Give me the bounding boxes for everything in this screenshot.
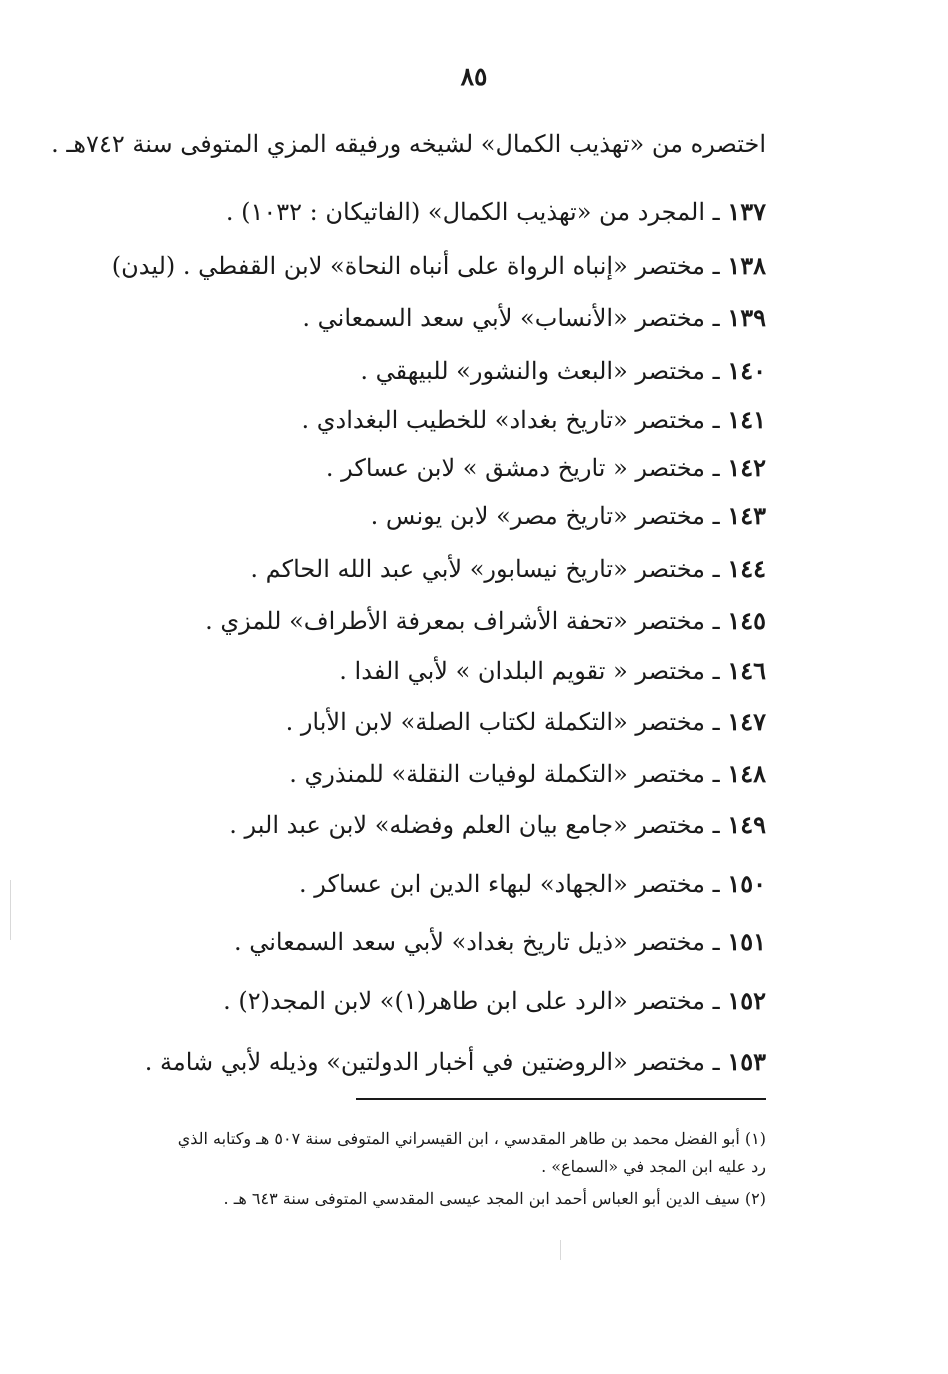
entry-137 — [140, 196, 766, 228]
entry-text: ـ مختصر «تاريخ بغداد» للخطيب البغدادي . — [301, 406, 728, 434]
entry-142 — [140, 452, 766, 484]
entry-text: ـ مختصر «ذيل تاريخ بغداد» لأبي سعد السمعاني . — [233, 928, 728, 956]
entry-number: ١٥٠ — [727, 869, 766, 898]
entry-144 — [140, 553, 766, 585]
intro-line: اختصره من «تهذيب الكمال» لشيخه ورفيقه المزي المتوفى سنة ٧٤٢هـ . — [51, 130, 766, 158]
entry-text: ـ مختصر «إنباه الرواة على أنباه النحاة» لابن القفطي . (ليدن) — [111, 252, 728, 280]
entry-147 — [140, 706, 766, 738]
footnote-separator — [356, 1098, 766, 1100]
entry-number: ١٥١ — [727, 927, 766, 956]
entry-number: ١٤٦ — [727, 656, 766, 685]
scan-margin-mark — [10, 880, 11, 940]
entry-146 — [140, 655, 766, 687]
entry-153 — [140, 1046, 766, 1078]
entry-number: ١٥٢ — [727, 986, 766, 1015]
entry-number: ١٥٣ — [727, 1047, 766, 1076]
footnote-2: (٢) سيف الدين أبو العباس أحمد ابن المجد عيسى المقدسي المتوفى سنة ٦٤٣ هـ . — [223, 1189, 766, 1208]
entry-number: ١٤٧ — [727, 707, 766, 736]
entry-number: ١٤٤ — [727, 554, 766, 583]
entry-number: ١٤٠ — [727, 356, 766, 385]
entry-text: ـ مختصر «تاريخ مصر» لابن يونس . — [370, 502, 728, 530]
entry-text: ـ مختصر «الروضتين في أخبار الدولتين» وذيله لأبي شامة . — [144, 1048, 728, 1076]
entry-number: ١٤٩ — [727, 810, 766, 839]
page-number: ٨٥ — [460, 62, 488, 91]
entry-number: ١٣٩ — [727, 303, 766, 332]
entry-145 — [140, 605, 766, 637]
entry-number: ١٣٧ — [727, 197, 766, 226]
entry-151 — [140, 926, 766, 958]
entry-text: ـ مختصر «تاريخ نيسابور» لأبي عبد الله الحاكم . — [250, 555, 728, 583]
entry-text: ـ مختصر « تقويم البلدان » لأبي الفدا . — [339, 657, 728, 685]
entry-139 — [140, 302, 766, 334]
scan-speck — [560, 1240, 561, 1260]
entry-number: ١٤٨ — [727, 759, 766, 788]
entry-150 — [140, 868, 766, 900]
entry-141 — [140, 404, 766, 436]
entry-140 — [140, 355, 766, 387]
entry-text: ـ مختصر «البعث والنشور» للبيهقي . — [360, 357, 728, 385]
entry-number: ١٤٥ — [727, 606, 766, 635]
entry-152 — [140, 985, 766, 1017]
entry-number: ١٤٢ — [727, 453, 766, 482]
footnote-1: (١) أبو الفضل محمد بن طاهر المقدسي ، ابن القيسراني المتوفى سنة ٥٠٧ هـ وكتابه الذي — [177, 1129, 766, 1148]
entry-text: ـ مختصر «تحفة الأشراف بمعرفة الأطراف» للمزي . — [205, 607, 728, 635]
entry-text: ـ مختصر «التكملة لكتاب الصلة» لابن الأبار . — [285, 708, 728, 736]
entry-text: ـ مختصر «الرد على ابن طاهر(١)» لابن المجد(٢) . — [223, 987, 728, 1015]
entry-text: ـ مختصر «جامع بيان العلم وفضله» لابن عبد البر . — [229, 811, 728, 839]
entry-148 — [140, 758, 766, 790]
entry-text: ـ مختصر «الأنساب» لأبي سعد السمعاني . — [302, 304, 728, 332]
entry-text: ـ مختصر « تاريخ دمشق » لابن عساكر . — [325, 454, 728, 482]
entry-number: ١٤١ — [727, 405, 766, 434]
footnote-1-continuation: رد عليه ابن المجد في «السماع» . — [541, 1157, 766, 1176]
entry-text: ـ مختصر «التكملة لوفيات النقلة» للمنذري . — [289, 760, 728, 788]
entry-text: ـ المجرد من «تهذيب الكمال» (الفاتيكان : ١٠٣٢) . — [225, 198, 728, 226]
entry-number: ١٣٨ — [727, 251, 766, 280]
entry-143 — [140, 500, 766, 532]
entry-138 — [111, 250, 766, 282]
entry-149 — [140, 809, 766, 841]
entry-number: ١٤٣ — [727, 501, 766, 530]
entry-text: ـ مختصر «الجهاد» لبهاء الدين ابن عساكر . — [299, 870, 728, 898]
